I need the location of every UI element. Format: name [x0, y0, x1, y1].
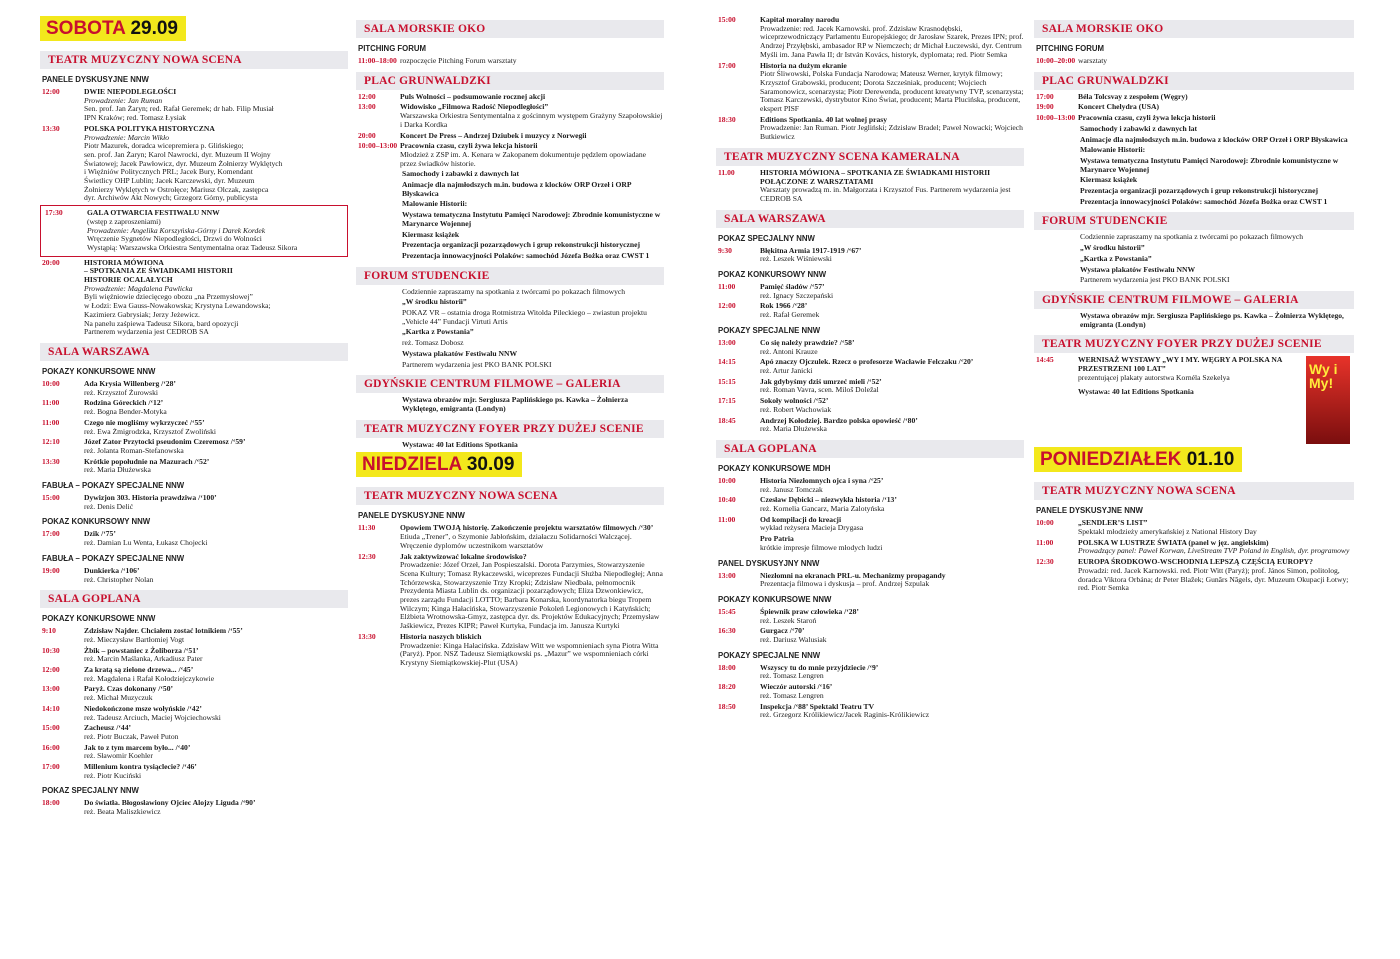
section-header: FORUM STUDENCKIE: [356, 267, 664, 285]
event: 15:00 Kapitał moralny narodu Prowadzenie: red. Jacek Karnowski. prof. Zdzisław Krasnodębski, wiceprzewodniczący Parlamentu Europejskiego; dr Jarosław Szarek, Prezes IPN; prof. Andrzej Przyłębski, ambasador RP w Niemczech; dr Michał Łuczewski, dyr. Centrum Myśli im. Jana Pawła II; dr István Kovács, historyk, dyplomata; red. Piotr Semka: [718, 15, 1024, 59]
column-2: [356, 14, 664, 669]
film-item: 18:20 Wieczór autorski /‘16’ reż. Tomasz Lengren: [718, 682, 833, 700]
gallery-text: Wystawa obrazów mjr. Sergiusza Paplińskiego ps. Kawka – Żołnierza Wyklętego, emigranta (Londyn): [1080, 310, 1344, 329]
film-item: 14:15 Apó znaczy Ojczulek. Rzecz o profesorze Wacławie Felczaku /‘20’ reż. Artur Janicki: [718, 357, 974, 375]
film-item: 10:00 Historia Niezłomnych ojca i syna /‘25’ reż. Janusz Tomczak: [718, 475, 884, 494]
day-header: PONIEDZIAŁEK 01.10: [1034, 447, 1242, 472]
text: Wystawa plakatów Festiwalu NNW: [1080, 264, 1196, 274]
subsection-header: POKAZY SPECJALNE NNW: [718, 325, 821, 335]
section-header: TEATR MUZYCZNY NOWA SCENA: [356, 487, 664, 505]
section-header: TEATR MUZYCZNY NOWA SCENA: [40, 51, 348, 69]
film-item: 13:00 Paryż. Czas dokonany /‘50’ reż. Michał Muzyczuk: [42, 684, 174, 703]
subsection-header: PANELE DYSKUSYJNE NNW: [1036, 506, 1143, 516]
gallery-text: Wystawa obrazów mjr. Sergiusza Paplińskiego ps. Kawka – Żołnierza Wyklętego, emigranta (Londyn): [402, 395, 628, 413]
film-item: 15:00 Dywizjon 303. Historia prawdziwa /‘100’ reż. Denis Delić: [42, 493, 217, 511]
film-item: 12:00 Rok 1966 /‘28’ reż. Rafał Geremek: [718, 301, 820, 320]
event: 17:00 Béla Tolcsvay z zespołem (Węgry): [1036, 91, 1188, 101]
event: 17:00 Historia na dużym ekranie Piotr Śliwowski, Polska Fundacja Narodowa; Mateusz Werner, krytyk filmowy; Krzysztof Grabowski, producent; Dorota Szcześniak, producent; Wojciech Saramonowicz, scenarzysta; Piotr Derewenda, producent kreatywny TVP, scenarzysta; Tomasz Karczewski, dystrybutor Kino Świat, producent; Marta Plucińska, producent, ekspert PISF: [718, 60, 1024, 114]
text: Codziennie zapraszamy na spotkania z twórcami po pokazach filmowych: [402, 286, 626, 296]
film-item: 11:00 Rodzina Góreckich /‘12’ reż. Bogna Bender-Motyka: [42, 398, 167, 417]
section-header: SALA GOPLANA: [716, 440, 1024, 458]
text: Partnerem wydarzenia jest PKO BANK POLSKI: [402, 359, 552, 369]
event: 12:30 Jak zaktywizować lokalne środowisko? Prowadzenie: Józef Orzeł, Jan Pospieszalski. Dorota Parzymies, Stowarzyszenie Scena Kultury; Tomasz Rykaczewski, wiceprezes Fundacji Służba Niepodległej; Anna Tchórzewska, Stowarzyszenie Trzy Kropki; Zdzisław Niedbała, pełnomocnik Prezydenta Miasta Lublin ds. organizacji pozarządowych; Eliza Dzwonkiewicz, prezes zarządu Fundacji LOTTO; Barbara Konarska, koordynatorka biegu Tropem Wilczym; Kinga Hałacińska, Stowarzyszenie Pokoleń Legionowych i Katyńskich; Elżbieta Wrotnowska-Gmyz, zastępca dyr. ds. Projektów Edukacyjnych; Przemysław Jaśkiewicz, Prezes KIPR; Paweł Kurtyka, Fundacja im. Janusza Kurtyki: [358, 551, 663, 631]
film-item: 14:10 Niedokończone msze wołyńskie /‘42’ reż. Tadeusz Arciuch, Maciej Wojciechowski: [42, 703, 221, 722]
film-item: 15:45 Śpiewnik praw człowieka /‘28’ reż. Leszek Staroń: [718, 606, 859, 625]
activity: Samochody i zabawki z dawnych lat: [1080, 123, 1198, 133]
film-item: Pro Patria krótkie impresje filmowe młodych ludzi: [760, 534, 883, 552]
event: 19:00 Koncert Chelydra (USA): [1036, 102, 1159, 112]
event: 20:00 HISTORIA MÓWIONA – SPOTKANIA ZE ŚWIADKAMI HISTORII HISTORIE OCALAŁYCH Prowadzenie: Magdalena Pawlicka Byli więźniowie dziecięcego obozu „na Przemysłowej” w Łodzi: Ewa Gauss-Nowakowska; Krystyna Lewandowska; Kazimierz Gabrysiak; Jerzy Jeżewicz. Na panelu zaśpiewa Tadeusz Sikora, bard opozycji Partnerem wydarzenia jest CEDROB SA: [42, 257, 271, 337]
event: 20:00 Koncert De Press – Andrzej Dziubek i muzycy z Norwegii: [358, 130, 587, 140]
event: 12:30 EUROPA ŚRODKOWO-WSCHODNIA LEPSZĄ CZĘŚCIĄ EUROPY? Prowadzi: red. Jacek Karnowski. red. Piotr Witt (Paryż); prof. János Simon, politolog, doradca Viktora Orbána; dr Peter Blažek; Gunārs Nāgels, dyr. Muzeum Okupacji Łotwy; red. Piotr Semka: [1036, 557, 1349, 593]
event: 11:30 Opowiem TWOJĄ historię. Zakończenie projektu warsztatów filmowych /‘30’ Etiuda „Trener”, o Szymonie Jabłońskim, działaczu Solidarności Walczącej. Wręczenie dyplomów uczestnikom warsztatów: [358, 523, 654, 550]
film-item: 18:50 Inspekcja /‘88’ Spektakl Teatru TV reż. Grzegorz Królikiewicz/Jacek Raginis-Królikiewicz: [718, 701, 930, 720]
film-item: 13:00 Co się należy prawdzie? /‘58’ reż. Antoni Krauze: [718, 337, 855, 356]
film-item: 19:00 Dunkierka /‘106’ reż. Christopher Nolan: [42, 565, 154, 584]
text: Codziennie zapraszamy na spotkania z twórcami po pokazach filmowych: [1080, 232, 1304, 242]
column-3: [716, 14, 1024, 721]
event: 13:30 POLSKA POLITYKA HISTORYCZNA Prowadzenie: Marcin Wikło Piotr Mazurek, doradca wicepremiera p. Glińskiego; sen. prof. Jan Żaryn; Karol Nawrocki, dyr. Muzeum II Wojny Światowej; Jacek Pawłowicz, dyr. Muzeum Żołnierzy Wyklętych i Więźniów Politycznych PRL; Jacek Bury, Komendant Świetlicy OHP Lublin; Jacek Karczewski, dyr. Muzeum Żołnierzy Wyklętych w Ostrołęce; Mariusz Olczak, zastępca dyr. Archiwów Akt Nowych; Grzegorz Górny, publicysta: [42, 123, 283, 203]
subsection-header: POKAZ KONKURSOWY NNW: [718, 270, 827, 280]
event: 11.00 HISTORIA MÓWIONA – SPOTKANIA ZE ŚWIADKAMI HISTORII POŁĄCZONE Z WARSZTATAMI Warsztaty prowadzą m. in. Małgorzata i Krzysztof Fus. Partnerem wydarzenia jest CEDROB SA: [718, 167, 1011, 203]
day-header: NIEDZIELA 30.09: [356, 452, 522, 477]
exhibition-poster-image: Wy i My!: [1306, 356, 1350, 444]
film-item: 13:30 Krótkie popołudnie na Mazurach /‘52’ reż. Maria Dłużewska: [42, 456, 210, 475]
activity: Wystawa tematyczna Instytutu Pamięci Narodowej: Zbrodnie komunistyczne w Marynarce Wojennej: [402, 210, 661, 228]
section-header: GDYŃSKIE CENTRUM FILMOWE – GALERIA: [356, 375, 664, 393]
day-header: SOBOTA 29.09: [40, 16, 186, 41]
event: 13:00 Niezłomni na ekranach PRL-u. Mechanizmy propagandy Prezentacja filmowa i dyskusja – prof. Andrzej Szpulak: [718, 570, 946, 589]
subsection-header: POKAZY KONKURSOWE MDH: [718, 463, 831, 473]
section-header: SALA WARSZAWA: [716, 210, 1024, 228]
section-header: GDYŃSKIE CENTRUM FILMOWE – GALERIA: [1034, 291, 1354, 309]
film-item: 18:45 Andrzej Kołodziej. Bardzo polska opowieść /‘80’ reż. Maria Dłużewska: [718, 415, 918, 434]
subsection-header: PITCHING FORUM: [1036, 44, 1105, 53]
activity: Prezentacja organizacji pozarządowych i grup rekonstrukcji historycznej: [402, 240, 641, 250]
film-item: 12:00 Za kratą są zielone drzewa... /‘45’ reż. Magdalena i Rafał Kołodziejczykowie: [42, 665, 215, 683]
subsection-header: POKAZY SPECJALNE NNW: [718, 650, 821, 660]
subsection-header: FABUŁA – POKAZY SPECJALNE NNW: [42, 481, 185, 491]
text: „W środku historii”: [1080, 243, 1145, 253]
event: 10:00–13:00 Pracownia czasu, czyli żywa lekcja historii: [1036, 113, 1216, 123]
event: 10:00 „SENDLER’S LIST” Spektakl młodzieży amerykańskiej z National History Day: [1036, 518, 1257, 537]
gala-event: 17:30 GALA OTWARCIA FESTIWALU NNW (wstęp z zaproszeniami) Prowadzenie: Angelika Korszyńska-Górny i Darek Kordek Wręczenie Sygnetów Niepodległości, Drzwi do Wolności Wystąpią: Warszawska Orkiestra Sentymentalna oraz Tadeusz Sikora: [40, 205, 348, 257]
activity-list: [1034, 125, 1354, 207]
subsection-header: POKAZ KONKURSOWY NNW: [42, 517, 151, 527]
event: 11:00–18:00 rozpoczęcie Pitching Forum warsztaty: [358, 56, 517, 65]
forum-text: [1034, 233, 1354, 285]
film-item: 11:00 Pamięć śladów /‘57’ reż. Ignacy Szczepański: [718, 282, 834, 300]
section-header: TEATR MUZYCZNY SCENA KAMERALNA: [716, 148, 1024, 166]
activity: Animacje dla najmłodszych m.in. budowa z klocków ORP Orzeł i ORP Błyskawica: [402, 180, 632, 198]
film-item: 18:00 Do światła. Błogosławiony Ojciec Alojzy Liguda /‘90’ reż. Beata Maliszkiewicz: [42, 798, 256, 817]
activity: Prezentacja organizacji pozarządowych i grup rekonstrukcji historycznej: [1080, 186, 1319, 196]
film-item: 11:00 Czego nie mogliśmy wykrzyczeć /‘55’ reż. Ewa Żmigrodzka, Krzysztof Zwoliński: [42, 417, 217, 436]
text: „W środku historii”: [402, 297, 467, 307]
subsection-header: POKAZY KONKURSOWE NNW: [718, 594, 832, 604]
text: Wystawa plakatów Festiwalu NNW: [402, 348, 518, 358]
foyer-text: Wystawa: 40 lat Editions Spotkania: [402, 439, 518, 449]
film-item: 11:00 Od kompilacji do kreacji wykład reżysera Macieja Drygasa: [718, 514, 864, 533]
activity-list: [356, 170, 664, 260]
subsection-header: POKAZY KONKURSOWE NNW: [42, 614, 156, 624]
section-header: PLAC GRUNWALDZKI: [1034, 72, 1354, 90]
event: 14:45 WERNISAŻ WYSTAWY „WY I MY. WĘGRY A POLSKA NA PRZESTRZENI 100 LAT” prezentującej plakaty autorstwa Kornéla Szekelya Wystawa: 40 lat Editions Spotkania Wy i My!: [1034, 356, 1354, 444]
text: POKAZ VR – ostatnia droga Rotmistrza Witolda Pileckiego – zwiastun projektu „Vehicle 44” Fundacji Virtuti Artis: [402, 308, 647, 326]
section-header: TEATR MUZYCZNY FOYER PRZY DUŻEJ SCENIE: [1034, 335, 1354, 353]
text: „Kartka z Powstania”: [1080, 253, 1152, 263]
text: reż. Tomasz Dobosz: [402, 338, 464, 348]
section-header: SALA MORSKIE OKO: [1034, 20, 1354, 38]
section-header: SALA WARSZAWA: [40, 343, 348, 361]
subsection-header: PITCHING FORUM: [358, 44, 427, 53]
subsection-header: PANEL DYSKUSYJNY NNW: [718, 558, 820, 568]
film-item: 17:00 Millenium kontra tysiąclecie? /‘46’ reż. Piotr Kuciński: [42, 762, 197, 780]
film-item: 17:00 Dzik /‘75’ reż. Damian Lu Wenta, Łukasz Chojecki: [42, 529, 208, 548]
film-item: 15:15 Jak gdybyśmy dziś umrzeć mieli /‘52’ reż. Roman Vavra, scen. Miloš Doležal: [718, 376, 882, 395]
forum-text: [356, 288, 664, 370]
subsection-header: POKAZ SPECJALNY NNW: [42, 786, 139, 796]
subsection-header: POKAZ SPECJALNY NNW: [718, 233, 815, 243]
subsection-header: POKAZY KONKURSOWE NNW: [42, 366, 156, 376]
film-list: [40, 380, 348, 475]
section-header: PLAC GRUNWALDZKI: [356, 72, 664, 90]
film-item: 15:00 Zacheusz /‘44’ reż. Piotr Buczak, Paweł Puton: [42, 723, 179, 741]
column-1: [40, 14, 348, 818]
activity: Animacje dla najmłodszych m.in. budowa z klocków ORP Orzeł i ORP Błyskawica: [1080, 134, 1348, 144]
film-item: 17:15 Sokoły wolności /‘52’ reż. Robert Wachowiak: [718, 396, 832, 414]
event: 13:30 Historia naszych bliskich Prowadzenie: Kinga Hałacińska. Zdzisław Witt we wspomnieniach syna Piotra Witta (Paryż). Ppor. NSZ Tadeusz Siemiątkowski ps. „Mazur” we wspomnieniach córki Krystyny Siemiątkowskiej-Plut (USA): [358, 631, 659, 667]
activity: Kiermasz książek: [402, 229, 460, 239]
subsection-header: PANELE DYSKUSYJNE NNW: [42, 75, 149, 84]
activity: Prezentacja innowacyjności Polaków: samochód Józefa Bożka oraz CWST 1: [402, 250, 650, 260]
section-header: FORUM STUDENCKIE: [1034, 212, 1354, 230]
event: 12:00 DWIE NIEPODLEGŁOŚCI Prowadzenie: Jan Ruman Sen. prof. Jan Żaryn; red. Rafał Geremek; dr hab. Filip Musiał IPN Kraków; red. Tomasz Łysiak: [42, 87, 274, 123]
film-item: 9:10 Zdzisław Najder. Chciałem zostać lotnikiem /‘55’ reż. Mieczysław Bartłomiej Vogt: [42, 626, 243, 644]
section-header: TEATR MUZYCZNY NOWA SCENA: [1034, 482, 1354, 500]
activity: Samochody i zabawki z dawnych lat: [402, 169, 520, 179]
text: „Kartka z Powstania”: [402, 327, 474, 337]
section-header: SALA GOPLANA: [40, 590, 348, 608]
activity: Wystawa tematyczna Instytutu Pamięci Narodowej: Zbrodnie komunistyczne w Marynarce Wojennej: [1080, 155, 1339, 174]
film-item: 10:30 Żbik – powstaniec z Żoliborza /‘51’ reż. Marcin Maślanka, Arkadiusz Pater: [42, 645, 203, 664]
film-item: 12:10 Józef Zator Przytocki pseudonim Czeremosz /‘59’ reż. Jolanta Roman-Stefanowska: [42, 437, 246, 455]
subsection-header: PANELE DYSKUSYJNE NNW: [358, 511, 465, 521]
text: Partnerem wydarzenia jest PKO BANK POLSKI: [1080, 275, 1230, 285]
subsection-header: FABUŁA – POKAZY SPECJALNE NNW: [42, 553, 185, 563]
activity: Malowanie Historii:: [1080, 145, 1146, 155]
film-item: 9:30 Błękitna Armia 1917-1919 /‘67’ reż. Leszek Wiśniewski: [718, 245, 862, 264]
film-item: 18:00 Wszyscy tu do mnie przyjdziecie /‘9’ reż. Tomasz Lengren: [718, 662, 879, 681]
event: 10:00–20:00 warsztaty: [1036, 56, 1108, 65]
film-item: 16:00 Jak to z tym marcem było... /‘40’ reż. Sławomir Koehler: [42, 742, 191, 761]
section-header: TEATR MUZYCZNY FOYER PRZY DUŻEJ SCENIE: [356, 420, 664, 438]
activity: Malowanie Historii:: [402, 199, 468, 209]
film-item: 10:40 Czesław Dębicki – niezwykła historia /‘13’ reż. Kornelia Gancarz, Maria Zalotyńska: [718, 495, 897, 514]
event: 12:00 Puls Wolności – podsumowanie rocznej akcji: [358, 91, 546, 101]
event: 11:00 POLSKA W LUSTRZE ŚWIATA (panel w jęz. angielskim) Prowadzący panel: Paweł Korwan, LiveStream TVP Poland in English, dyr. programowy: [1036, 537, 1350, 556]
event: 18:30 Editions Spotkania. 40 lat wolnej prasy Prowadzenie: Jan Ruman. Piotr Jegliński; Zdzisław Bradel; Paweł Nowacki; Wojciech Butkiewicz: [718, 114, 1023, 142]
film-item: 10:00 Ada Krysia Willenberg /‘28’ reż. Krzysztof Żurowski: [42, 378, 176, 397]
film-item: 16:30 Gurgacz /‘70’ reż. Dariusz Walusiak: [718, 626, 827, 645]
section-header: SALA MORSKIE OKO: [356, 20, 664, 38]
column-4: [1034, 14, 1354, 594]
event: 10:00–13:00 Pracownia czasu, czyli żywa lekcja historii Młodzież z ZSP im. A. Kenara w Zakopanem dokumentuje pędzlem opowiadane przez świadków historie.: [358, 141, 647, 168]
activity: Kiermasz książek: [1080, 175, 1138, 185]
event: 13:00 Widowisko „Filmowa Radość Niepodległości” Warszawska Orkiestra Sentymentalna z gościnnym występem Grażyny Szapołowskiej i Darka Kordka: [358, 102, 663, 129]
activity: Prezentacja innowacyjności Polaków: samochód Józefa Bożka oraz CWST 1: [1080, 196, 1328, 206]
